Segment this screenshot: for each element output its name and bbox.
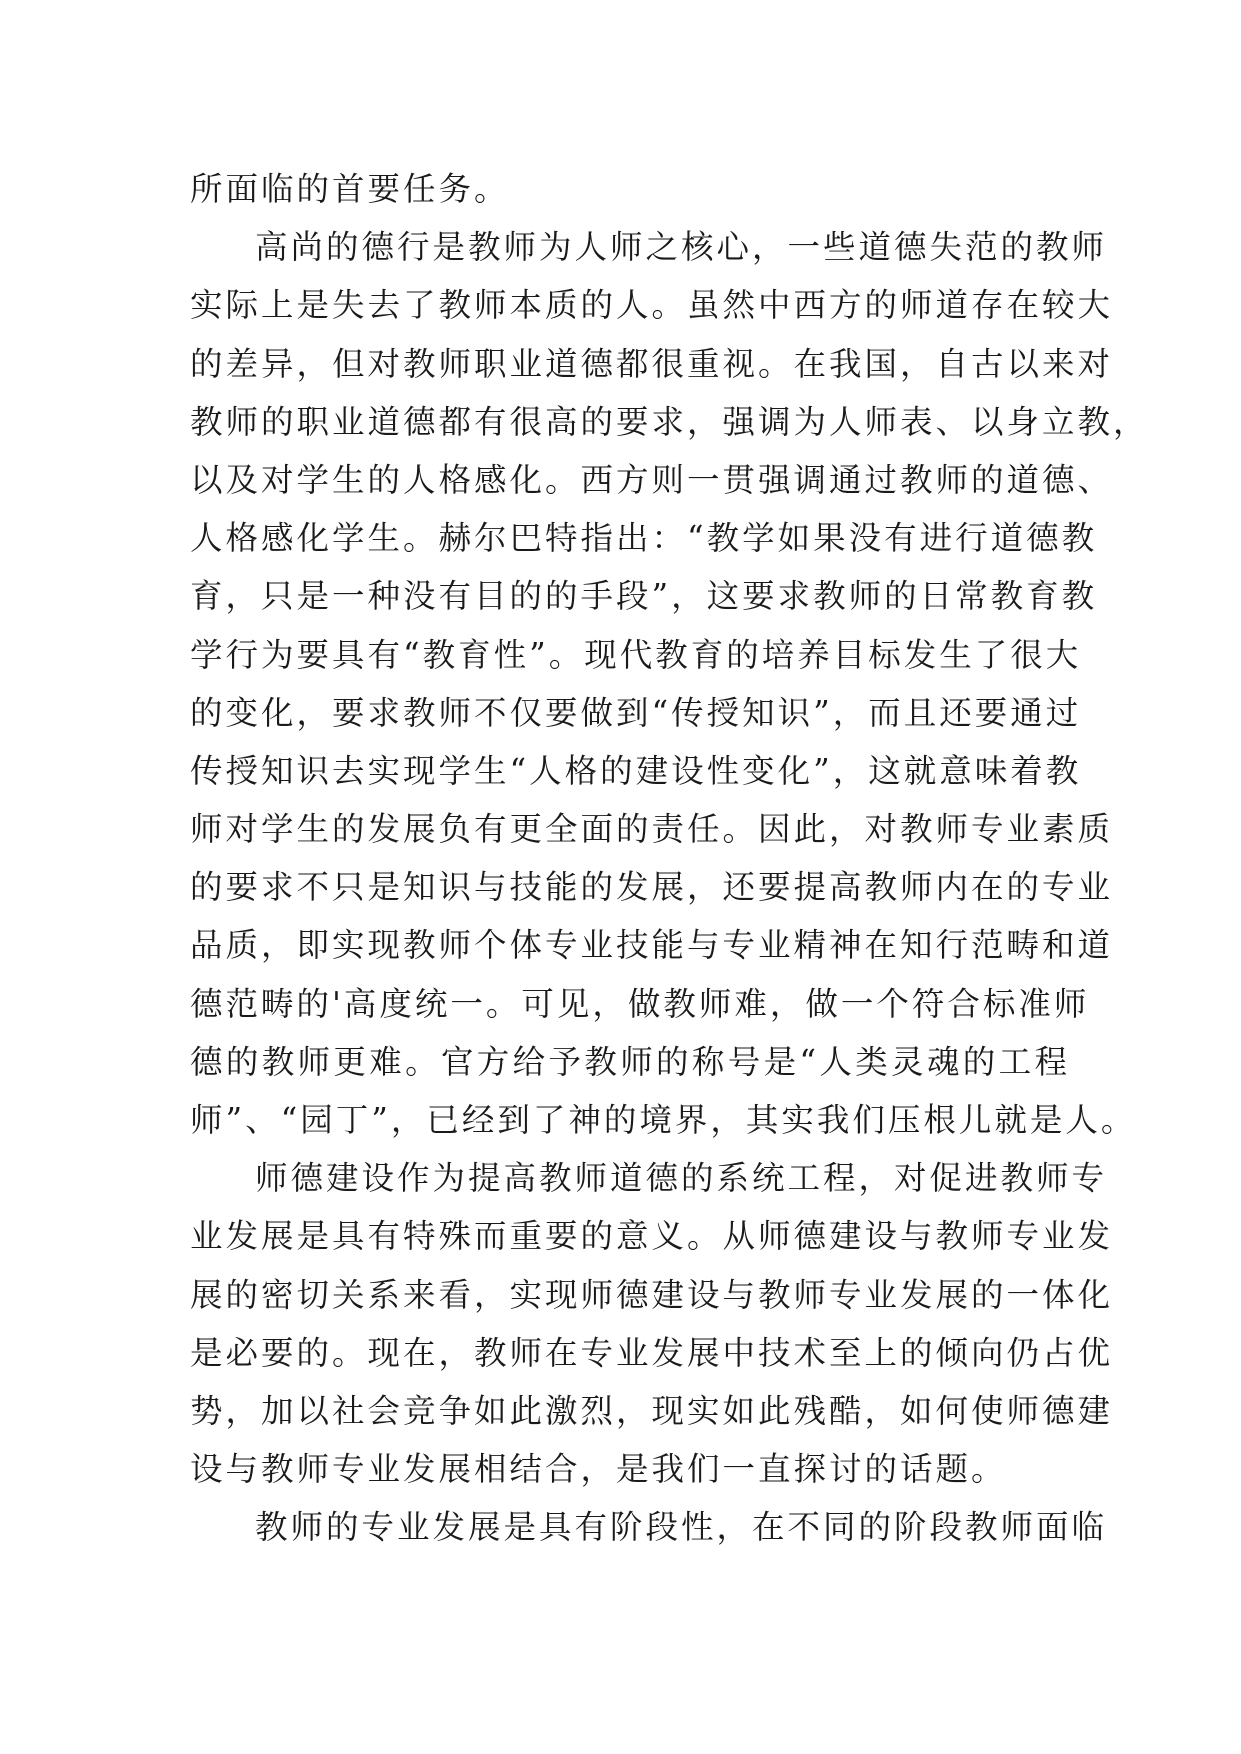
text-line: 品质，即实现教师个体专业技能与专业精神在知行范畴和道 bbox=[190, 926, 1114, 965]
text-line: 师”、“园丁”，已经到了神的境界，其实我们压根儿就是人。 bbox=[190, 1101, 1137, 1139]
text-line: 业发展是具有特殊而重要的意义。从师德建设与教师专业发 bbox=[190, 1217, 1114, 1256]
text-line: 人格感化学生。赫尔巴特指出：“教学如果没有进行道德教 bbox=[190, 519, 1098, 558]
text-line: 所面临的首要任务。 bbox=[190, 170, 510, 208]
text-line: 设与教师专业发展相结合，是我们一直探讨的话题。 bbox=[190, 1450, 1007, 1489]
text-line: 德范畴的'高度统一。可见，做教师难，做一个符合标准师 bbox=[190, 984, 1090, 1023]
text-line: 教师的职业道德都有很高的要求，强调为人师表、以身立教， bbox=[190, 402, 1149, 441]
text-line: 传授知识去实现学生“人格的建设性变化”，这就意味着教 bbox=[190, 751, 1082, 790]
text-line: 德的教师更难。官方给予教师的称号是“人类灵魂的工程 bbox=[190, 1042, 1070, 1081]
text-line: 是必要的。现在，教师在专业发展中技术至上的倾向仍占优 bbox=[190, 1333, 1114, 1372]
paragraph-start-line: 师德建设作为提高教师道德的系统工程，对促进教师专 bbox=[255, 1159, 1108, 1198]
text-line: 的变化，要求教师不仅要做到“传授知识”，而且还要通过 bbox=[190, 693, 1082, 732]
text-line: 展的密切关系来看，实现师德建设与教师专业发展的一体化 bbox=[190, 1275, 1114, 1314]
text-line: 势，加以社会竞争如此激烈，现实如此残酷，如何使师德建 bbox=[190, 1391, 1114, 1430]
text-line: 的要求不只是知识与技能的发展，还要提高教师内在的专业 bbox=[190, 868, 1114, 907]
body-text bbox=[190, 160, 1149, 1557]
paragraph-start-line: 高尚的德行是教师为人师之核心，一些道德失范的教师 bbox=[255, 228, 1108, 267]
text-line: 的差异，但对教师职业道德都很重视。在我国，自古以来对 bbox=[190, 344, 1114, 383]
text-line: 育，只是一种没有目的的手段”，这要求教师的日常教育教 bbox=[190, 577, 1098, 616]
text-line: 实际上是失去了教师本质的人。虽然中西方的师道存在较大 bbox=[190, 286, 1114, 325]
text-line: 学行为要具有“教育性”。现代教育的培养目标发生了很大 bbox=[190, 635, 1082, 674]
text-line: 以及对学生的人格感化。西方则一贯强调通过教师的道德、 bbox=[190, 460, 1114, 499]
paragraph-start-line: 教师的专业发展是具有阶段性，在不同的阶段教师面临 bbox=[255, 1508, 1108, 1547]
text-line: 师对学生的发展负有更全面的责任。因此，对教师专业素质 bbox=[190, 810, 1114, 849]
